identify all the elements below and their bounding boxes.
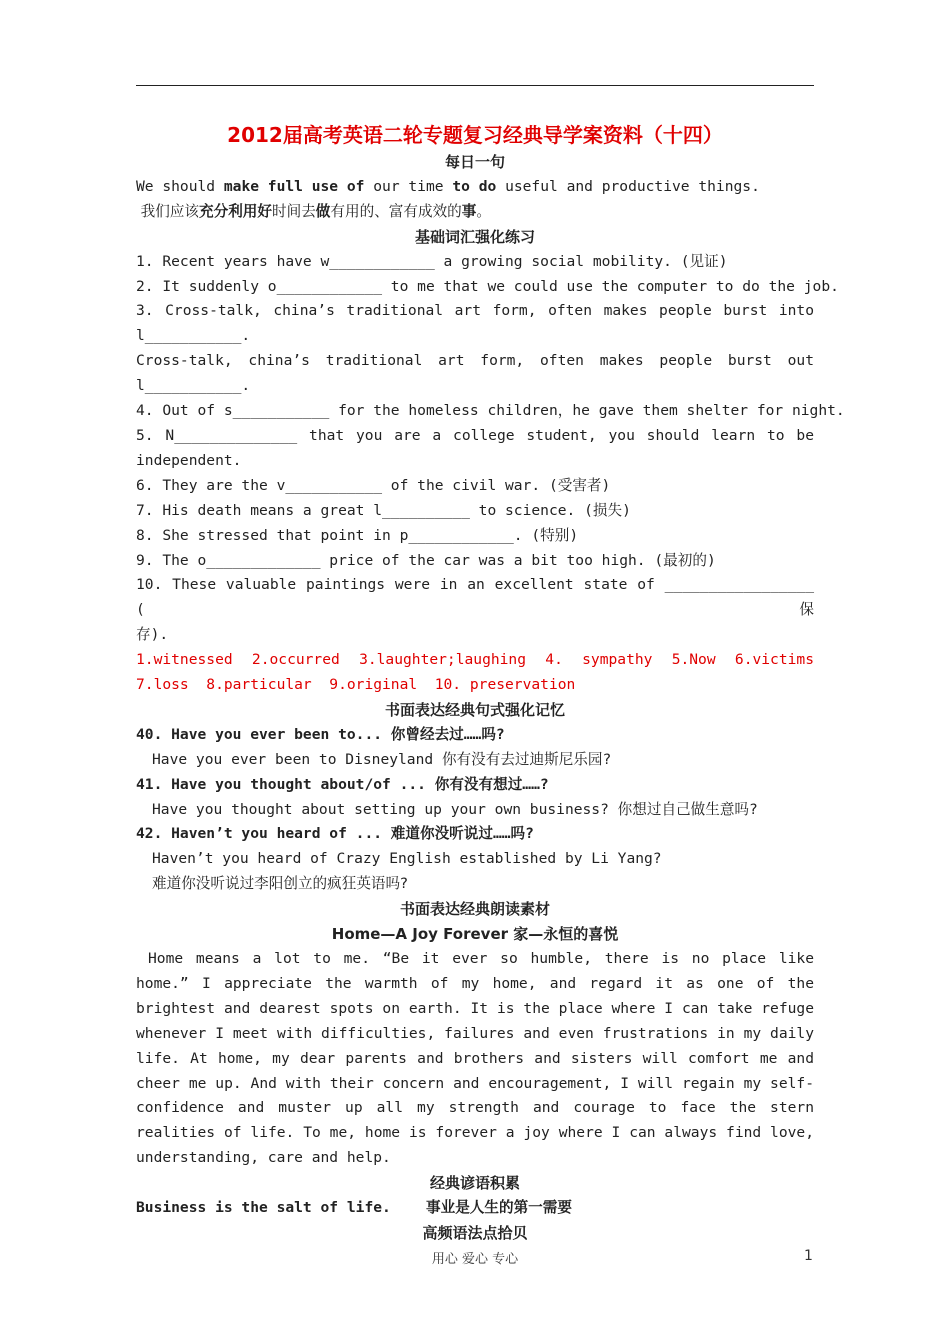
daily-zh-text: 有用的、富有成效的 — [330, 202, 462, 220]
daily-en-phrase: make full use of — [223, 177, 365, 195]
sentence-example: Have you thought about setting up your own business? 你想过自己做生意吗? — [152, 800, 758, 818]
reading-paragraph: Home means a lot to me. “Be it ever so humble, there is no place like home.” I appreciate the warmth of my home, and regard it as one of the brightest and dearest spots on earth. It is the place where I can take refuge whenever I meet with difficulties, failures and even frustrations in my daily life. At home, my dear parents and brothers and sisters will comfort me and cheer me up. And with their concern and encouragement, I will regain my self-confidence and muster up all my strength and courage to face the stern realities of life. To me, home is forever a joy where I can always find love, understanding, care and help. — [136, 950, 814, 1167]
answer-key: 1.witnessed 2.occurred 3.laughter;laughing 4. sympathy 5.Now 6.victims — [136, 651, 814, 669]
vocab-item: 4. Out of s___________ for the homeless children，he gave them shelter for night. — [136, 402, 845, 420]
vocab-item: 1. Recent years have w____________ a growing social mobility. (见证) — [136, 252, 728, 270]
sentence-example: Have you ever been to Disneyland 你有没有去过迪斯尼乐园? — [152, 750, 612, 768]
vocab-item: Cross-talk, china’s traditional art form, often makes people burst out — [136, 352, 814, 370]
vocab-item: 5. N______________ that you are a college student, you should learn to be — [136, 426, 814, 444]
saying-chinese: 事业是人生的第一需要 — [426, 1199, 572, 1217]
daily-zh-text: 我们应该 — [136, 202, 200, 220]
vocab-item: l___________. — [136, 327, 251, 345]
grammar-heading: 高频语法点拾贝 — [422, 1223, 528, 1242]
vocab-item: 8. She stressed that point in p____________. (特别) — [136, 526, 579, 544]
vocab-heading: 基础词汇强化练习 — [414, 227, 535, 246]
daily-zh-phrase: 做 — [315, 202, 331, 220]
vocab-item: 3. Cross-talk, china’s traditional art form, often makes people burst into — [136, 302, 814, 320]
daily-en-text: We should — [136, 177, 224, 195]
answer-key: 7.loss 8.particular 9.original 10. preservation — [136, 676, 576, 694]
header-rule — [136, 85, 814, 86]
daily-heading: 每日一句 — [444, 153, 505, 171]
vocab-item: 7. His death means a great l__________ to science. (损失) — [136, 501, 631, 519]
vocab-item: 6. They are the v___________ of the civil war. (受害者) — [136, 476, 611, 494]
document-body — [136, 120, 845, 1246]
vocab-item: 10. These valuable paintings were in an excellent state of _________________ (保 — [136, 576, 814, 619]
page-footer: 用心 爱心 专心 — [431, 1252, 519, 1267]
daily-chinese — [136, 200, 814, 225]
sentences-heading: 书面表达经典句式强化记忆 — [384, 700, 565, 719]
document-title: 2012届高考英语二轮专题复习经典导学案资料（十四） — [227, 123, 723, 147]
sentence-pattern: 42. Haven’t you heard of ... 难道你没听说过……吗? — [136, 825, 534, 843]
sentence-pattern: 41. Have you thought about/of ... 你有没有想过……? — [136, 775, 549, 793]
saying-english: Business is the salt of life. — [136, 1199, 391, 1217]
vocab-item: independent. — [136, 451, 242, 469]
vocab-item: l___________. — [136, 377, 251, 395]
daily-zh-phrase: 充分利用好 — [199, 202, 272, 220]
sentence-example: Haven’t you heard of Crazy English established by Li Yang? — [152, 850, 662, 868]
vocab-item: 2. It suddenly o____________ to me that we could use the computer to do the job. — [136, 277, 839, 295]
daily-en-phrase: to do — [452, 177, 497, 195]
daily-zh-text: 。 — [476, 202, 491, 220]
daily-en-text: useful and productive things. — [496, 177, 760, 195]
page-number: 1 — [804, 1248, 813, 1264]
saying-row — [136, 1196, 814, 1221]
vocab-item: 9. The o_____________ price of the car was a bit too high. (最初的) — [136, 551, 716, 569]
reading-subheading: Home—A Joy Forever 家—永恒的喜悦 — [331, 925, 619, 944]
daily-zh-phrase: 事 — [461, 202, 477, 220]
saying-heading: 经典谚语积累 — [429, 1174, 520, 1193]
daily-en-text: our time — [364, 177, 453, 195]
daily-english — [136, 175, 814, 200]
reading-heading: 书面表达经典朗读素材 — [399, 900, 550, 919]
daily-zh-text: 时间去 — [272, 202, 316, 220]
vocab-item: 存). — [136, 626, 169, 644]
sentence-example-translation: 难道你没听说过李阳创立的疯狂英语吗? — [152, 875, 408, 893]
sentence-pattern: 40. Have you ever been to... 你曾经去过……吗? — [136, 725, 505, 743]
